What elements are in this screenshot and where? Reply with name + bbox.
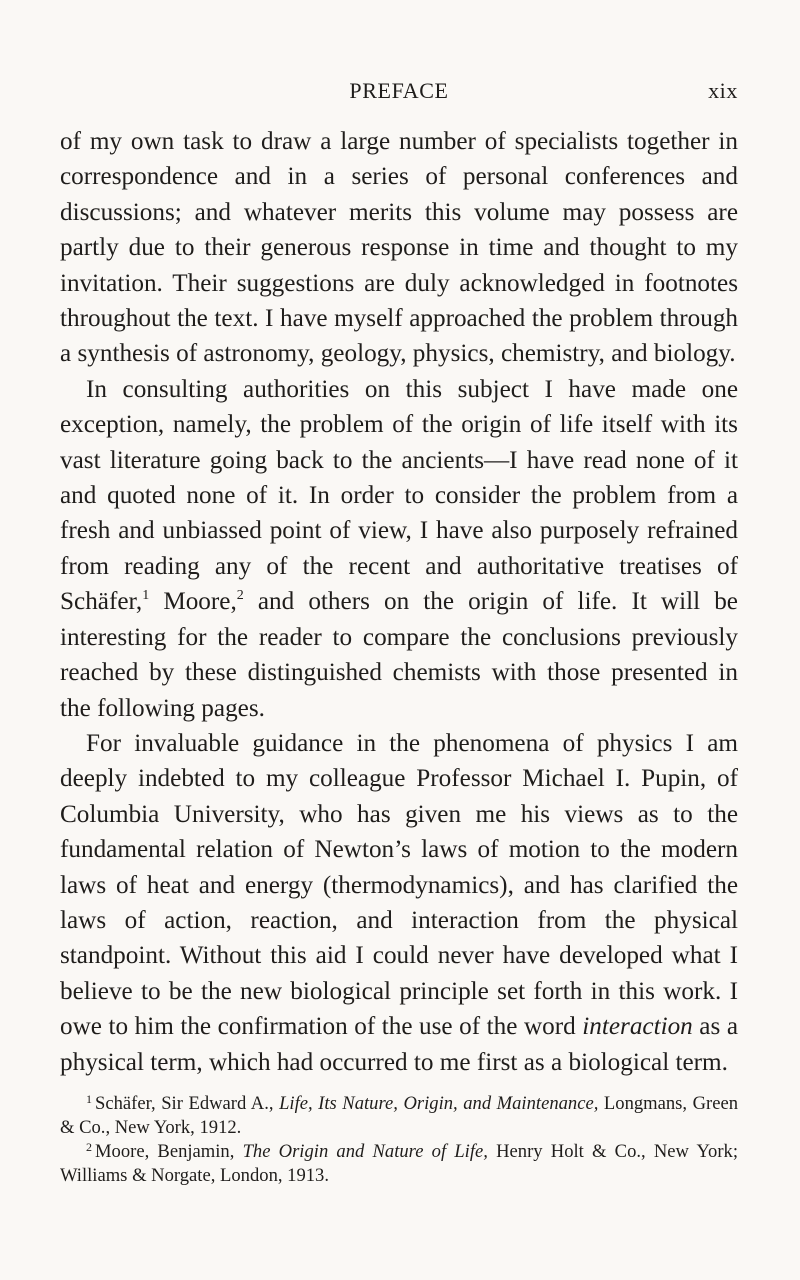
running-head-title: PREFACE <box>349 78 449 103</box>
text-run: as a physical term, which had occurred to me first as a biological term. <box>60 1013 738 1076</box>
text-run: Moore, Benjamin, <box>95 1140 243 1162</box>
footnote-mark: 2 <box>86 1139 92 1154</box>
text-run: Moore, <box>149 588 237 616</box>
page-number: xix <box>708 78 738 103</box>
footnote-mark: 1 <box>86 1091 92 1106</box>
footnote-reference: 2 <box>236 588 244 604</box>
footnote <box>60 1092 738 1140</box>
paragraph <box>60 124 738 372</box>
text-run: Longmans, Green & Co., New York, 1912. <box>60 1092 739 1138</box>
italic-text: The Origin and Nature of Life, <box>242 1140 488 1162</box>
running-head <box>60 78 738 112</box>
footnote-reference: 1 <box>142 588 150 604</box>
footnote <box>60 1140 738 1188</box>
text-run: Schäfer, Sir Edward A., <box>95 1092 280 1114</box>
paragraph <box>60 726 738 1080</box>
text-run: of my own task to draw a large number of specialists together in correspondence and in a series of personal conferences and discussions; and whatever merits this volume may possess are partly due to their generous response in time and thought to my invitation. Their suggestions are duly acknowledged in footnotes throughout the text. I have myself approached the problem through a synthesis of astronomy, geology, physics, chemistry, and biology. <box>60 128 738 368</box>
italic-text: Life, Its Nature, Origin, and Maintenance, <box>279 1092 599 1114</box>
body-text <box>60 124 738 1080</box>
paragraph <box>60 372 738 726</box>
italic-text: interaction <box>582 1013 693 1041</box>
book-page <box>60 78 738 1188</box>
text-run: For invaluable guidance in the phenomena of physics I am deeply indebted to my colleague Professor Michael I. Pupin, of Columbia University, who has given me his views as to the fundamental relation of Newton’s laws of motion to the modern laws of heat and energy (thermodynamics), and has clarified the laws of action, reaction, and interaction from the physical standpoint. Without this aid I could never have developed what I believe to be the new biological principle set forth in this work. I owe to him the confirmation of the use of the word <box>60 729 738 1041</box>
text-run: Henry Holt & Co., New York; Williams & Norgate, London, 1913. <box>60 1140 738 1186</box>
text-run: In consulting authorities on this subject I have made one exception, namely, the problem of the origin of life itself with its vast literature going back to the ancients—I have read none of it and quoted none of it. In order to consider the problem from a fresh and unbiassed point of view, I have also purposely refrained from reading any of the recent and authoritative treatises of Schäfer, <box>60 375 738 616</box>
footnotes <box>60 1092 738 1188</box>
text-run: and others on the origin of life. It will be interesting for the reader to compare the conclusions previously reached by these distinguished chemists with those presented in the following pages. <box>60 588 738 722</box>
